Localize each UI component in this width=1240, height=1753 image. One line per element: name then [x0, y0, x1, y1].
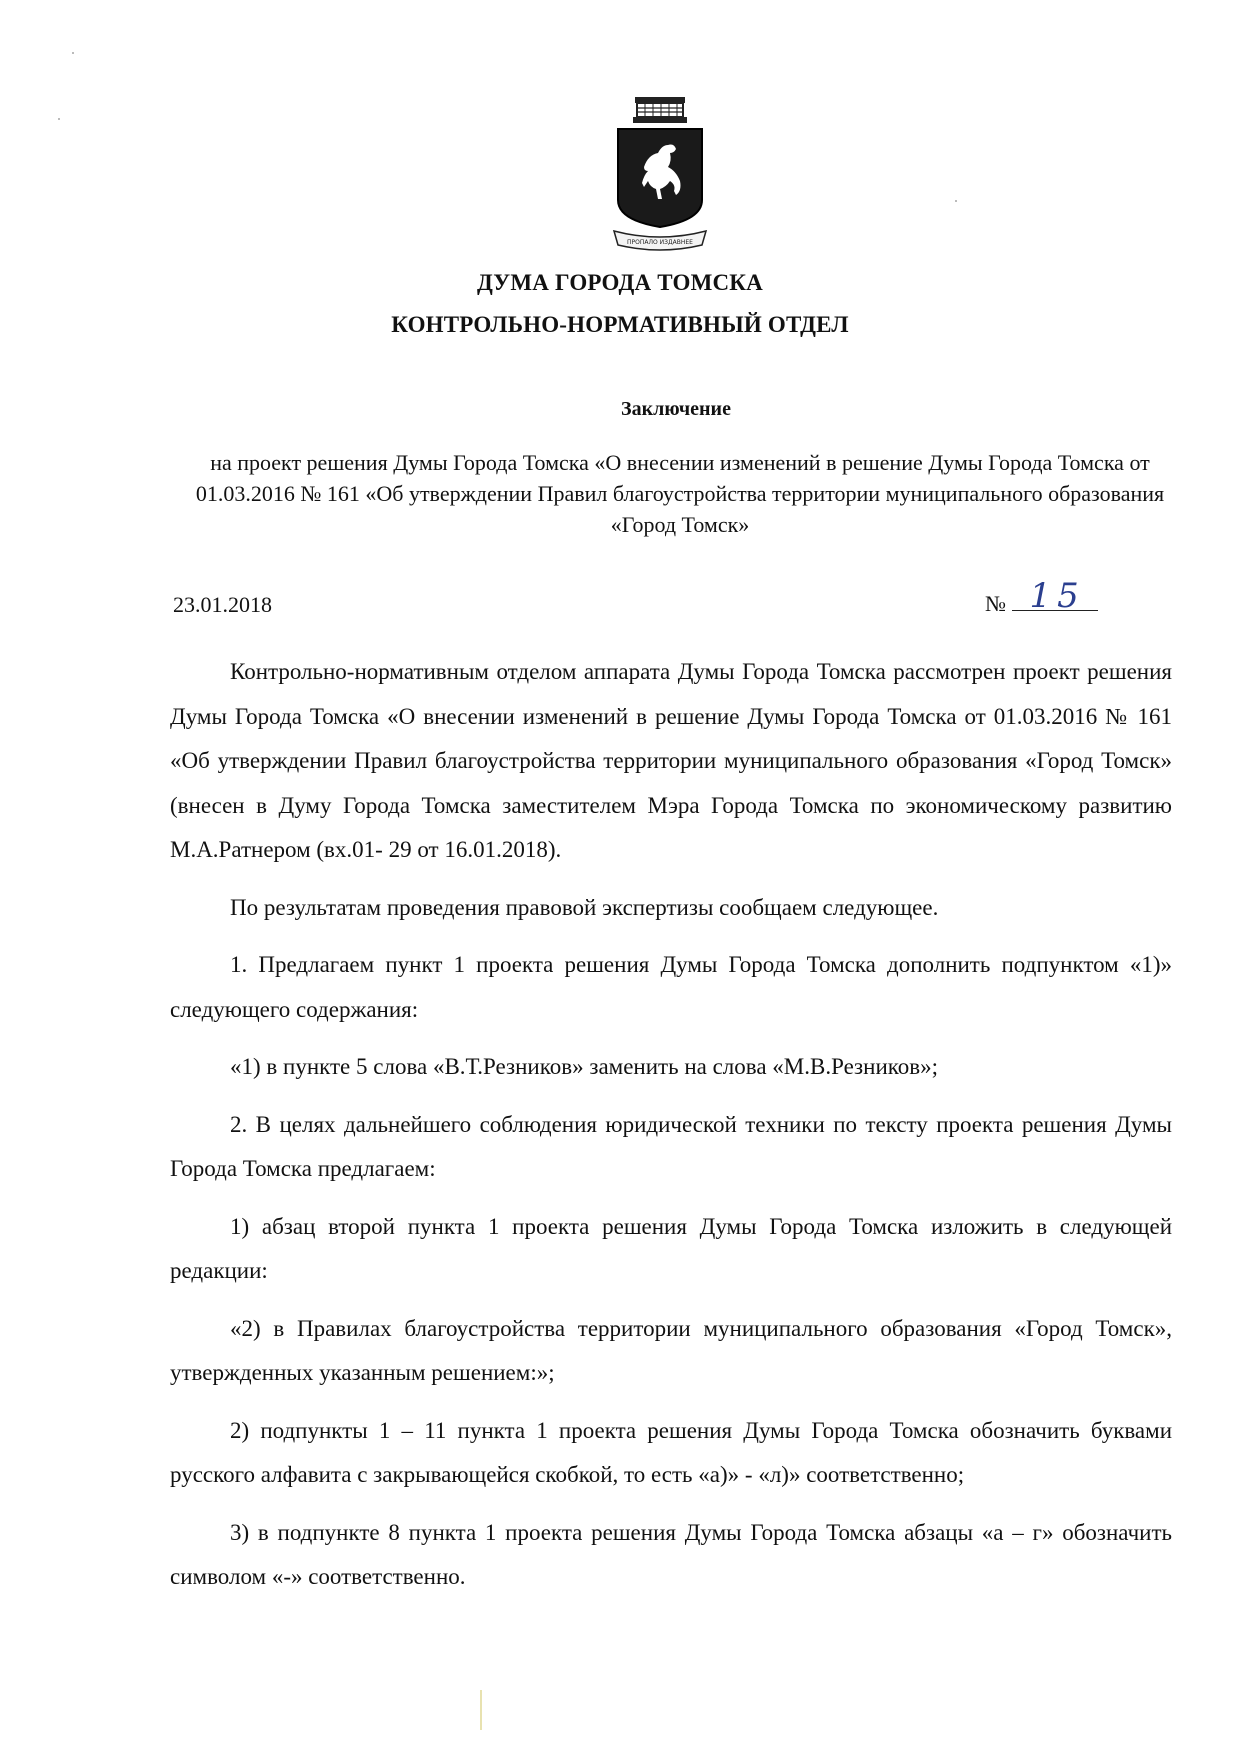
handwritten-number: 15: [1029, 576, 1085, 616]
document-number: [985, 576, 1098, 617]
coat-of-arms-emblem: [610, 95, 710, 255]
scan-artifact: [480, 1690, 482, 1730]
paragraph: 1. Предлагаем пункт 1 проекта решения Думы Города Томска дополнить подпунктом «1)» следующего содержания:: [170, 952, 1172, 1022]
document-title: Заключение: [621, 398, 731, 420]
paragraph: Контрольно-нормативным отделом аппарата Думы Города Томска рассмотрен проект решения Думы Города Томска «О внесении изменений в решение Думы Города Томска от 01.03.2016 № 161 «Об утверждении Правил благоустройства территории муниципального образования «Город Томск» (внесен в Думу Города Томска заместителем Мэра Города Томска по экономическому развитию М.А.Ратнером (вх.01- 29 от 16.01.2018).: [170, 659, 1172, 862]
document-subject: на проект решения Думы Города Томска «О внесении изменений в решение Думы Города Томска от 01.03.2016 № 161 «Об утверждении Правил благоустройства территории муниципального образования «Город Томск»: [195, 450, 1165, 537]
svg-text:ПРОПАЛО ИЗДАВНЕЕ: ПРОПАЛО ИЗДАВНЕЕ: [627, 239, 693, 246]
number-label: №: [985, 591, 1006, 616]
paragraph: 3) в подпункте 8 пункта 1 проекта решения Думы Города Томска абзацы «а – г» обозначить символом «-» соответственно.: [170, 1519, 1172, 1589]
document-body: [170, 650, 1172, 1613]
scan-artifact: [58, 118, 60, 120]
paragraph: По результатам проведения правовой экспертизы сообщаем следующее.: [230, 894, 939, 920]
paragraph: «1) в пункте 5 слова «В.Т.Резников» заменить на слова «М.В.Резников»;: [230, 1054, 939, 1079]
document-date: 23.01.2018: [173, 592, 272, 617]
paragraph: 2) подпункты 1 – 11 пункта 1 проекта решения Думы Города Томска обозначить буквами русского алфавита с закрывающейся скобкой, то есть «а)» - «л)» соответственно;: [170, 1417, 1172, 1487]
number-field: [1012, 576, 1098, 616]
department-name: КОНТРОЛЬНО-НОРМАТИВНЫЙ ОТДЕЛ: [391, 312, 849, 337]
crown-icon: [633, 97, 687, 123]
paragraph: 1) абзац второй пункта 1 проекта решения Думы Города Томска изложить в следующей редакции:: [170, 1213, 1172, 1283]
scan-artifact: [955, 200, 957, 202]
scan-artifact: [72, 52, 74, 54]
paragraph: 2. В целях дальнейшего соблюдения юридической техники по тексту проекта решения Думы Города Томска предлагаем:: [170, 1111, 1172, 1181]
organization-name: ДУМА ГОРОДА ТОМСКА: [477, 270, 763, 295]
paragraph: «2) в Правилах благоустройства территории муниципального образования «Город Томск», утвержденных указанным решением:»;: [170, 1315, 1172, 1385]
